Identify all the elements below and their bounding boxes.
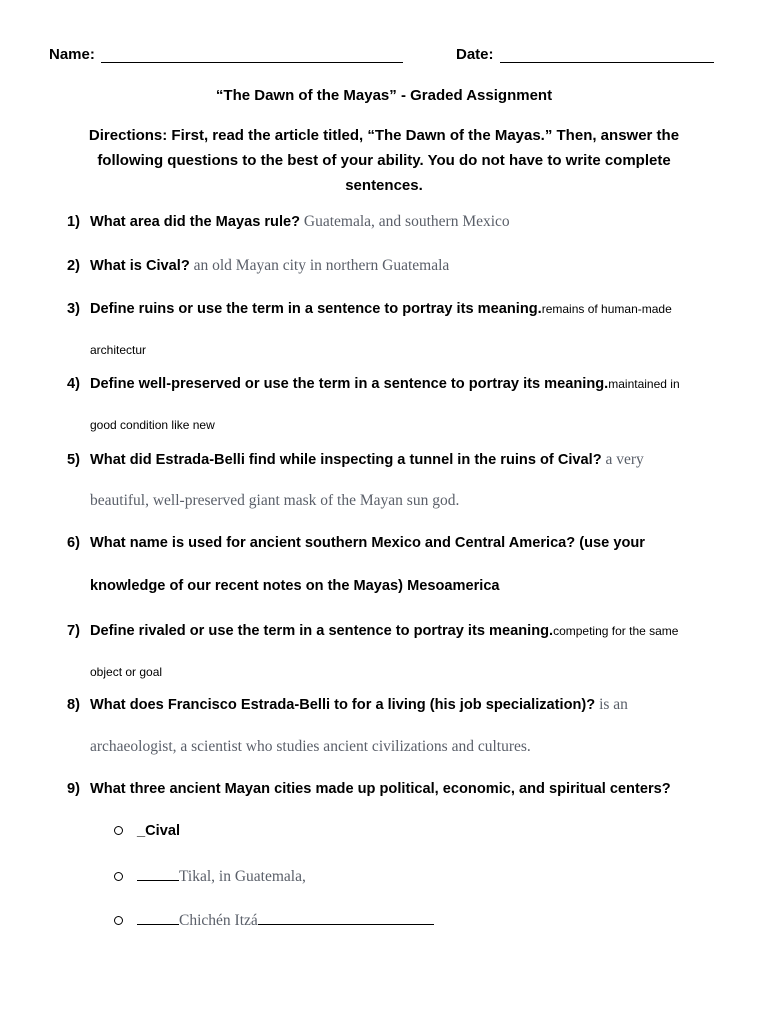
question-stem-line-2: knowledge of our recent notes on the Mayas): [90, 578, 404, 594]
blank-prefix: _: [137, 823, 146, 839]
answer-text: is an: [595, 696, 628, 713]
question-number: 7): [67, 623, 80, 639]
name-blank-line[interactable]: [101, 48, 403, 63]
answer-text: an old Mayan city in northern Guatemala: [189, 257, 450, 274]
question-number: 5): [67, 452, 80, 468]
question-1: [67, 212, 717, 232]
date-label: Date:: [456, 46, 494, 63]
city-text: Chichén Itzá: [179, 912, 258, 929]
question-number: 3): [67, 301, 80, 317]
directions: Directions: First, read the article titled, “The Dawn of the Mayas.” Then, answer the following questions to the best of your ability. You do not have to write complete sentences.: [88, 127, 680, 194]
blank-line[interactable]: [137, 880, 179, 881]
question-9: [67, 779, 717, 799]
question-2: [67, 256, 717, 276]
blank-line[interactable]: [137, 924, 179, 925]
name-field: [49, 46, 403, 63]
question-8: [67, 695, 717, 757]
circle-bullet-icon: [114, 826, 123, 835]
question-stem: Define rivaled or use the term in a sentence to portray its meaning.: [90, 623, 554, 639]
answer-text: remains of human-made: [541, 302, 672, 316]
question-stem-continued: [90, 576, 500, 596]
answer-text-continued: beautiful, well-preserved giant mask of the Mayan sun god.: [90, 492, 460, 509]
page-title: “The Dawn of the Mayas” - Graded Assignment: [215, 87, 553, 104]
question-number: 4): [67, 376, 80, 392]
question-stem: What is Cival?: [90, 258, 190, 274]
city-text: Cival: [145, 823, 181, 839]
question-stem: What does Francisco Estrada-Belli to for a living (his job specialization)?: [90, 697, 596, 713]
question-4: [67, 374, 717, 434]
question-stem: What name is used for ancient southern Mexico and Central America? (use your: [90, 535, 645, 551]
question-number: 2): [67, 258, 80, 274]
question-number: 1): [67, 214, 80, 230]
question-5: [67, 450, 717, 512]
city-answer-3: [114, 912, 434, 930]
question-stem: What did Estrada-Belli find while inspecting a tunnel in the ruins of Cival?: [90, 452, 602, 468]
question-stem: Define ruins or use the term in a sentence to portray its meaning.: [90, 301, 542, 317]
question-stem: Define well-preserved or use the term in a sentence to portray its meaning.: [90, 376, 609, 392]
question-6: [67, 533, 717, 595]
answer-text: a very: [601, 451, 644, 468]
question-number: 8): [67, 697, 80, 713]
city-answer-1: [114, 823, 180, 839]
city-text: Tikal, in Guatemala,: [179, 868, 306, 885]
question-stem: What three ancient Mayan cities made up political, economic, and spiritual centers?: [90, 781, 671, 797]
question-number: 6): [67, 535, 80, 551]
answer-text: Guatemala, and southern Mexico: [300, 213, 510, 230]
date-blank-line[interactable]: [500, 48, 714, 63]
name-label: Name:: [49, 46, 95, 63]
circle-bullet-icon: [114, 872, 123, 881]
answer-text-continued: object or goal: [90, 665, 163, 679]
answer-text-continued: good condition like new: [90, 418, 215, 432]
question-number: 9): [67, 781, 80, 797]
date-field: [456, 46, 714, 63]
question-7: [67, 621, 717, 681]
answer-text: Mesoamerica: [403, 578, 500, 594]
circle-bullet-icon: [114, 916, 123, 925]
question-stem: What area did the Mayas rule?: [90, 214, 301, 230]
blank-line-trailing[interactable]: [258, 924, 434, 925]
answer-text: maintained in: [608, 377, 680, 391]
city-answer-2: [114, 868, 306, 886]
answer-text-continued: architectur: [90, 343, 147, 357]
question-3: [67, 299, 717, 359]
answer-text: competing for the same: [553, 624, 679, 638]
answer-text-continued: archaeologist, a scientist who studies ancient civilizations and cultures.: [90, 738, 531, 755]
